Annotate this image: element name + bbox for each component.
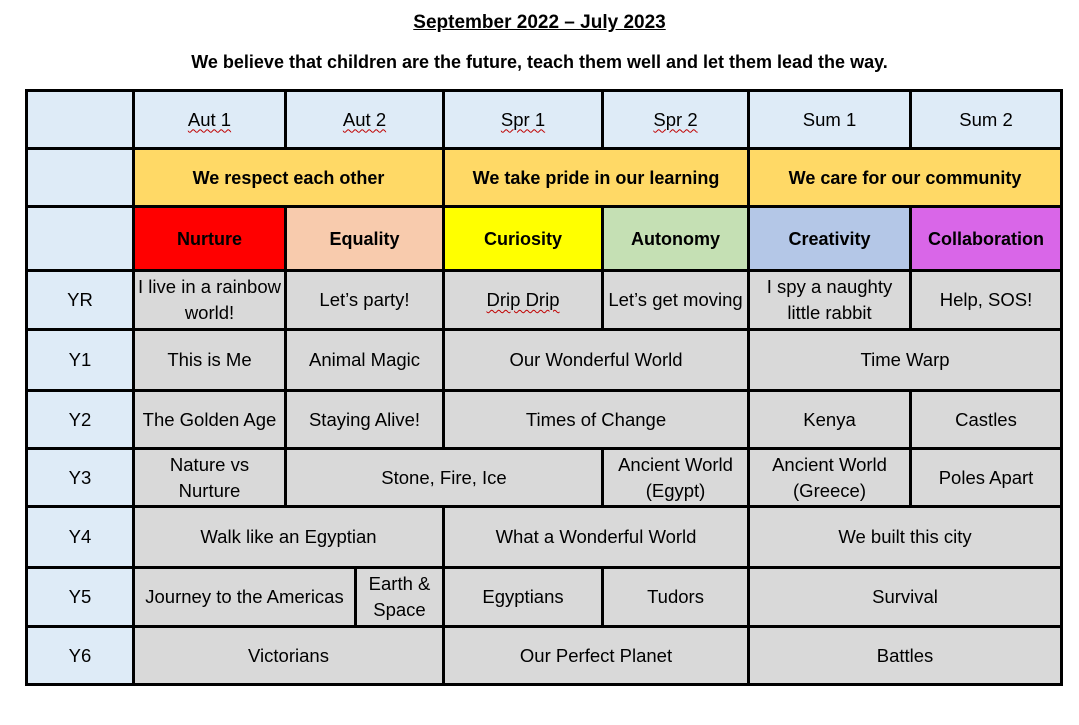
value-cell: Autonomy — [603, 207, 749, 271]
year-label: Y5 — [27, 568, 134, 627]
year-row-y6 — [27, 627, 1062, 685]
topic-cell: Journey to the Americas — [134, 568, 356, 627]
topic-cell: What a Wonderful World — [444, 507, 749, 568]
year-label: Y2 — [27, 391, 134, 449]
topic-cell: I live in a rainbow world! — [134, 271, 286, 330]
topic-cell: Tudors — [603, 568, 749, 627]
topic-cell: Kenya — [749, 391, 911, 449]
topic-cell: I spy a naughty little rabbit — [749, 271, 911, 330]
year-label: Y4 — [27, 507, 134, 568]
topic-cell: Our Wonderful World — [444, 330, 749, 391]
year-row-yr — [27, 271, 1062, 330]
rule-cell: We respect each other — [134, 149, 444, 207]
topic-cell: Time Warp — [749, 330, 1062, 391]
year-row-y5 — [27, 568, 1062, 627]
topic-cell: Ancient World (Greece) — [749, 449, 911, 507]
topic-cell: This is Me — [134, 330, 286, 391]
topic-cell: Poles Apart — [911, 449, 1062, 507]
topic-cell: Stone, Fire, Ice — [286, 449, 603, 507]
term-header: Sum 2 — [911, 91, 1062, 149]
term-header: Aut 2 — [286, 91, 444, 149]
topic-cell: Castles — [911, 391, 1062, 449]
term-header: Spr 1 — [444, 91, 603, 149]
term-header-row — [27, 91, 1062, 149]
rules-row — [27, 149, 1062, 207]
topic-cell: Walk like an Egyptian — [134, 507, 444, 568]
topic-cell: Survival — [749, 568, 1062, 627]
topic-cell: Animal Magic — [286, 330, 444, 391]
rule-cell: We care for our community — [749, 149, 1062, 207]
year-label: Y6 — [27, 627, 134, 685]
value-cell: Equality — [286, 207, 444, 271]
value-cell: Creativity — [749, 207, 911, 271]
year-row-y2 — [27, 391, 1062, 449]
topic-cell: Staying Alive! — [286, 391, 444, 449]
topic-cell: Let’s party! — [286, 271, 444, 330]
year-label: Y1 — [27, 330, 134, 391]
topic-cell: Ancient World (Egypt) — [603, 449, 749, 507]
school-motto: We believe that children are the future, teach them well and let them lead the way. — [191, 52, 888, 72]
topic-cell: Nature vs Nurture — [134, 449, 286, 507]
term-header: Sum 1 — [749, 91, 911, 149]
curriculum-table — [25, 89, 1063, 686]
year-label: YR — [27, 271, 134, 330]
topic-cell: Victorians — [134, 627, 444, 685]
topic-cell: Let’s get moving — [603, 271, 749, 330]
term-header: Aut 1 — [134, 91, 286, 149]
term-header: Spr 2 — [603, 91, 749, 149]
value-cell: Collaboration — [911, 207, 1062, 271]
topic-cell: Earth & Space — [356, 568, 444, 627]
topic-cell: Egyptians — [444, 568, 603, 627]
topic-cell: Battles — [749, 627, 1062, 685]
value-cell: Curiosity — [444, 207, 603, 271]
year-row-y3 — [27, 449, 1062, 507]
value-cell: Nurture — [134, 207, 286, 271]
topic-cell: The Golden Age — [134, 391, 286, 449]
corner-cell — [27, 91, 134, 149]
row-label-empty — [27, 207, 134, 271]
year-row-y1 — [27, 330, 1062, 391]
rule-cell: We take pride in our learning — [444, 149, 749, 207]
topic-cell: Drip Drip — [444, 271, 603, 330]
values-row — [27, 207, 1062, 271]
year-label: Y3 — [27, 449, 134, 507]
page-title: September 2022 – July 2023 — [413, 12, 666, 33]
row-label-empty — [27, 149, 134, 207]
topic-cell: Help, SOS! — [911, 271, 1062, 330]
topic-cell: We built this city — [749, 507, 1062, 568]
topic-cell: Our Perfect Planet — [444, 627, 749, 685]
topic-cell: Times of Change — [444, 391, 749, 449]
year-row-y4 — [27, 507, 1062, 568]
